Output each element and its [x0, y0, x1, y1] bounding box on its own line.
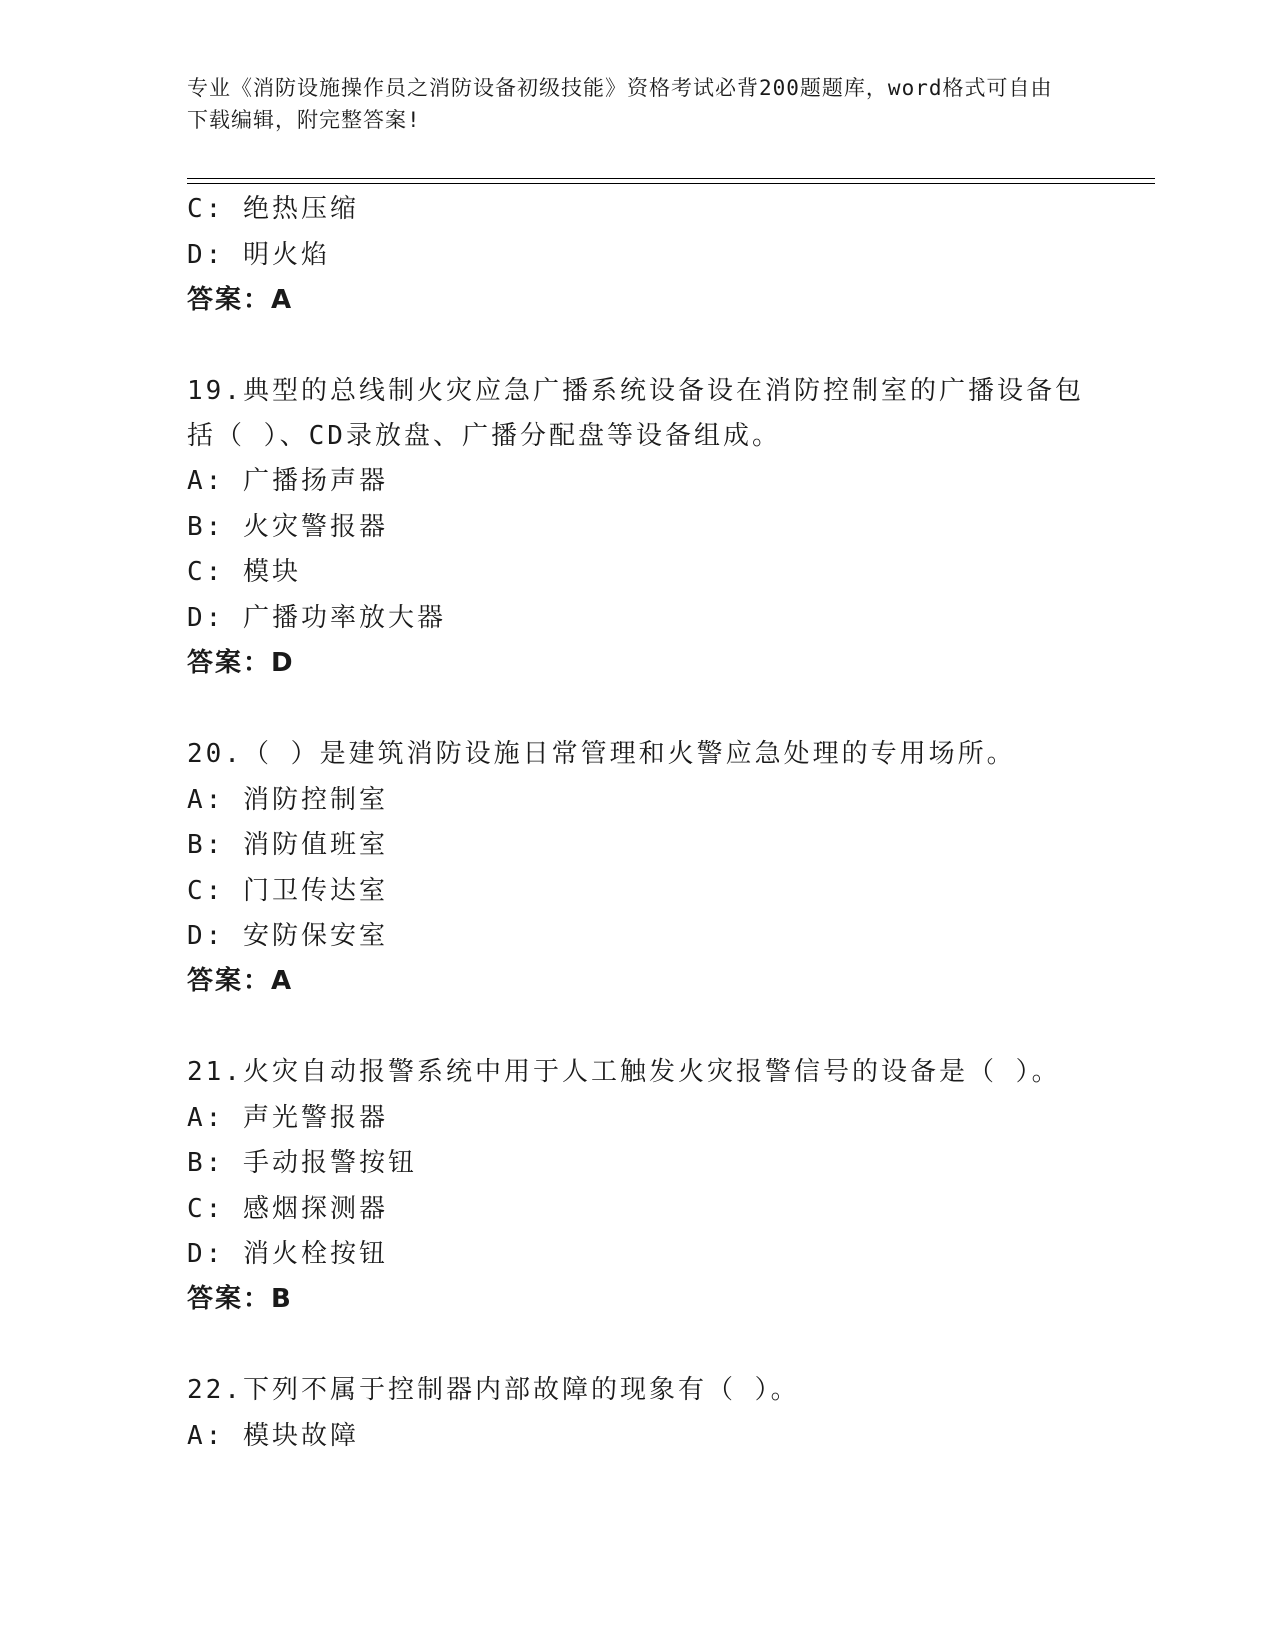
q19-answer: 答案：D: [187, 648, 295, 678]
q19-option-a: A: 广播扬声器: [187, 466, 388, 496]
header-rule-bottom: [187, 183, 1155, 184]
q21-option-b: B: 手动报警按钮: [187, 1148, 417, 1178]
q22-option-a: A: 模块故障: [187, 1421, 359, 1451]
header-rule-top: [187, 178, 1155, 179]
q20-option-c: C: 门卫传达室: [187, 876, 388, 906]
q19-option-d: D: 广播功率放大器: [187, 603, 446, 633]
q18-option-d: D: 明火焰: [187, 240, 330, 270]
q19-stem-line1: 19.典型的总线制火灾应急广播系统设备设在消防控制室的广播设备包: [187, 376, 1084, 406]
q21-stem: 21.火灾自动报警系统中用于人工触发火灾报警信号的设备是（ ）。: [187, 1057, 1061, 1087]
q19-option-c: C: 模块: [187, 557, 301, 587]
q21-answer: 答案：B: [187, 1284, 293, 1314]
q21-option-a: A: 声光警报器: [187, 1103, 388, 1133]
q20-option-d: D: 安防保安室: [187, 921, 388, 951]
q20-stem: 20.（ ）是建筑消防设施日常管理和火警应急处理的专用场所。: [187, 739, 1016, 769]
q21-option-c: C: 感烟探测器: [187, 1194, 388, 1224]
q20-option-a: A: 消防控制室: [187, 785, 388, 815]
q20-option-b: B: 消防值班室: [187, 830, 388, 860]
q21-option-d: D: 消火栓按钮: [187, 1239, 388, 1269]
q19-option-b: B: 火灾警报器: [187, 512, 388, 542]
document-header: 专业《消防设施操作员之消防设备初级技能》资格考试必背200题题库，word格式可自由下载编辑，附完整答案!: [187, 76, 1053, 132]
q18-option-c: C: 绝热压缩: [187, 194, 359, 224]
q19-stem-line2: 括（ ）、CD录放盘、广播分配盘等设备组成。: [187, 421, 781, 451]
q18-answer: 答案：A: [187, 285, 294, 315]
q20-answer: 答案：A: [187, 966, 294, 996]
q22-stem: 22.下列不属于控制器内部故障的现象有（ ）。: [187, 1375, 800, 1405]
